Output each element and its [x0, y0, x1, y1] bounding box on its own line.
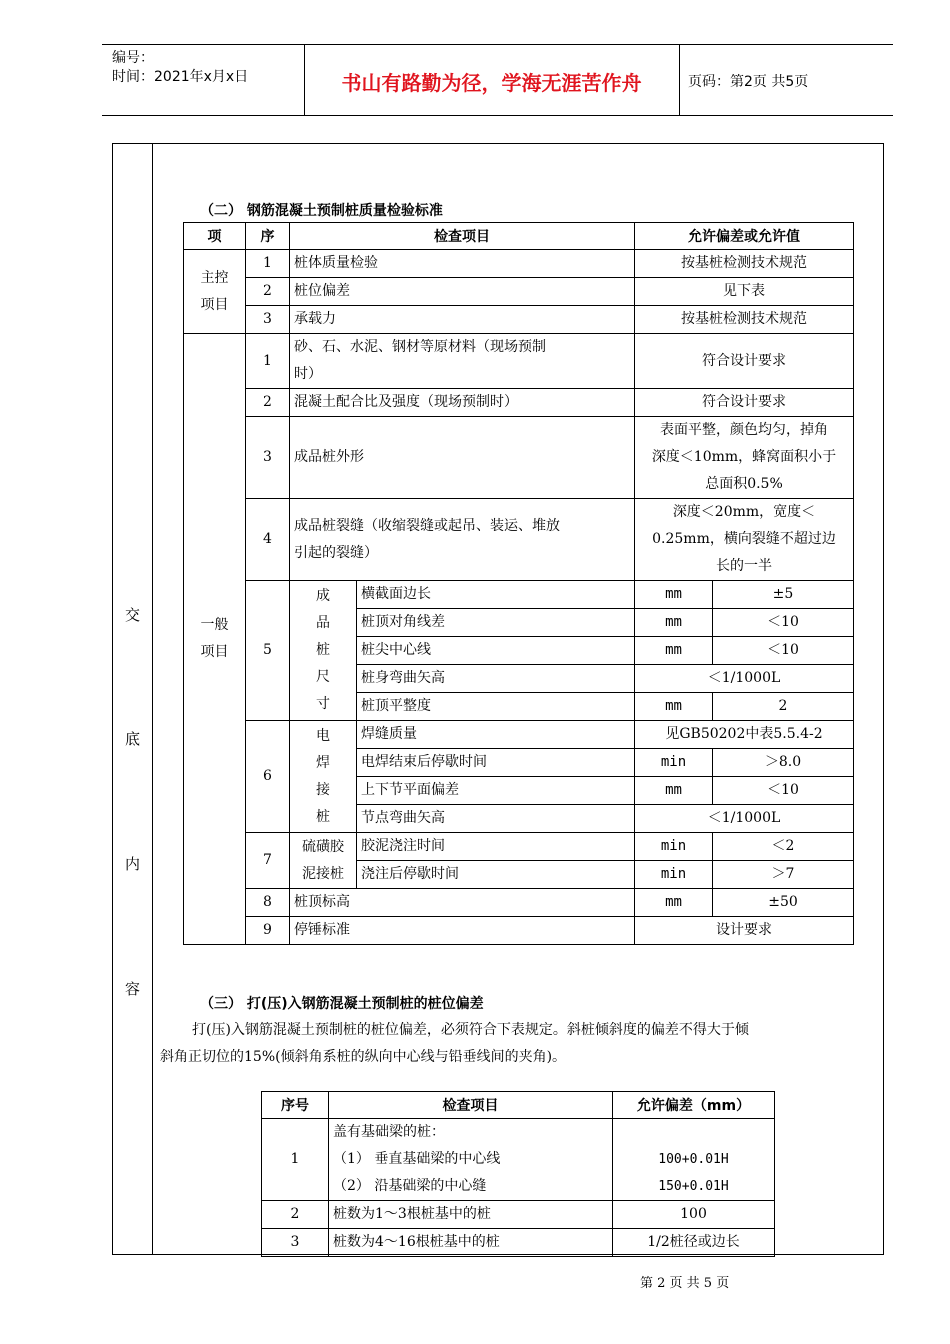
table-row: 电焊结束后停歇时间 min ＞8.0 — [184, 749, 854, 777]
header-meta — [112, 49, 248, 87]
section3-paragraph-cont: 斜角正切位的15%(倾斜角系桩的纵向中心线与铅垂线间的夹角)。 — [160, 1049, 567, 1065]
subgroup-label: 成 品 桩 尺 寸 — [290, 581, 357, 721]
table-row: 节点弯曲矢高 ＜1/1000L — [184, 805, 854, 833]
header-motto: 书山有路勤为径，学海无涯苦作舟 — [341, 71, 642, 95]
table-row: 桩顶对角线差 mm ＜10 — [184, 609, 854, 637]
section3-paragraph: 打(压)入钢筋混凝土预制桩的桩位偏差，必须符合下表规定。斜桩倾斜度的偏差不得大于倾 — [192, 1022, 749, 1038]
multi-line-cell: 成品桩裂缝（收缩裂缝或起吊、装运、堆放 引起的裂缝） — [290, 499, 635, 581]
multi-line-cell: 表面平整，颜色均匀，掉角 深度＜10mm，蜂窝面积小于 总面积0.5% — [635, 417, 854, 499]
multi-line-cell: 砂、石、水泥、钢材等原材料（现场预制 时） — [290, 334, 635, 389]
col-header: 检查项目 — [290, 223, 635, 250]
side-label-char: 交 — [124, 606, 140, 624]
side-label-char: 内 — [124, 855, 140, 873]
table-row: 2 桩数为1～3根桩基中的桩 100 — [262, 1201, 775, 1229]
table-header-row — [184, 223, 854, 250]
page-footer: 第 2 页 共 5 页 — [640, 1276, 730, 1291]
table-row: 7 硫磺胶 泥接桩 胶泥浇注时间 min ＜2 — [184, 833, 854, 861]
multi-line-cell: 100+0.01H 150+0.01H — [613, 1119, 775, 1201]
table-row: 桩尖中心线 mm ＜10 — [184, 637, 854, 665]
table-row: 6 电 焊 接 桩 焊缝质量 见GB50202中表5.5.4-2 — [184, 721, 854, 749]
code-label: 编号： — [112, 50, 154, 66]
col-header: 允许偏差（mm） — [613, 1092, 775, 1119]
table-row: 3 成品桩外形 表面平整，颜色均匀，掉角 深度＜10mm，蜂窝面积小于 总面积0.5% — [184, 417, 854, 499]
table-row: 桩身弯曲矢高 ＜1/1000L — [184, 665, 854, 693]
table-row: 9 停锤标准 设计要求 — [184, 917, 854, 945]
col-header: 项 — [184, 223, 246, 250]
col-header: 序 — [246, 223, 290, 250]
table-row: 1 盖有基础梁的桩： （1） 垂直基础梁的中心线 （2） 沿基础梁的中心缝 100+0.01H 150+0.01H — [262, 1119, 775, 1201]
group-general: 一般 项目 — [184, 334, 246, 945]
col-header: 允许偏差或允许值 — [635, 223, 854, 250]
section3-title: （三） 打(压)入钢筋混凝土预制桩的桩位偏差 — [200, 996, 484, 1012]
table-row: 上下节平面偏差 mm ＜10 — [184, 777, 854, 805]
table-row: 一般 项目 1 砂、石、水泥、钢材等原材料（现场预制 时） 符合设计要求 — [184, 334, 854, 389]
subgroup-label: 硫磺胶 泥接桩 — [290, 833, 357, 889]
time-label: 时间：2021年x月x日 — [112, 69, 249, 85]
group-main: 主控 项目 — [184, 250, 246, 334]
header-divider — [679, 45, 680, 115]
multi-line-cell: 盖有基础梁的桩： （1） 垂直基础梁的中心线 （2） 沿基础梁的中心缝 — [329, 1119, 613, 1201]
table-row: 5 成 品 桩 尺 寸 横截面边长 mm ±5 — [184, 581, 854, 609]
table-row: 4 成品桩裂缝（收缩裂缝或起吊、装运、堆放 引起的裂缝） 深度＜20mm，宽度＜ 0.25mm，横向裂缝不超过边 长的一半 — [184, 499, 854, 581]
header-page-info: 页码：第2页 共5页 — [688, 74, 809, 90]
table-row: 2 混凝土配合比及强度（现场预制时） 符合设计要求 — [184, 389, 854, 417]
table-row: 桩顶平整度 mm 2 — [184, 693, 854, 721]
side-label-char: 容 — [124, 980, 140, 998]
col-header: 检查项目 — [329, 1092, 613, 1119]
table-row: 2 桩位偏差 见下表 — [184, 278, 854, 306]
section2-title: （二） 钢筋混凝土预制桩质量检验标准 — [200, 203, 443, 219]
pile-position-table — [261, 1091, 775, 1257]
table-row: 主控 项目 1 桩体质量检验 按基桩检测技术规范 — [184, 250, 854, 278]
subgroup-label: 电 焊 接 桩 — [290, 721, 357, 833]
table-row: 3 承载力 按基桩检测技术规范 — [184, 306, 854, 334]
table-header-row — [262, 1092, 775, 1119]
col-header: 序号 — [262, 1092, 329, 1119]
quality-standard-table — [183, 222, 854, 945]
table-row: 8 桩顶标高 mm ±50 — [184, 889, 854, 917]
page-header — [102, 44, 893, 116]
table-row: 3 桩数为4～16根桩基中的桩 1/2桩径或边长 — [262, 1229, 775, 1257]
frame-divider — [152, 144, 153, 1254]
table-row: 浇注后停歇时间 min ＞7 — [184, 861, 854, 889]
multi-line-cell: 深度＜20mm，宽度＜ 0.25mm，横向裂缝不超过边 长的一半 — [635, 499, 854, 581]
side-label-char: 底 — [124, 730, 140, 748]
